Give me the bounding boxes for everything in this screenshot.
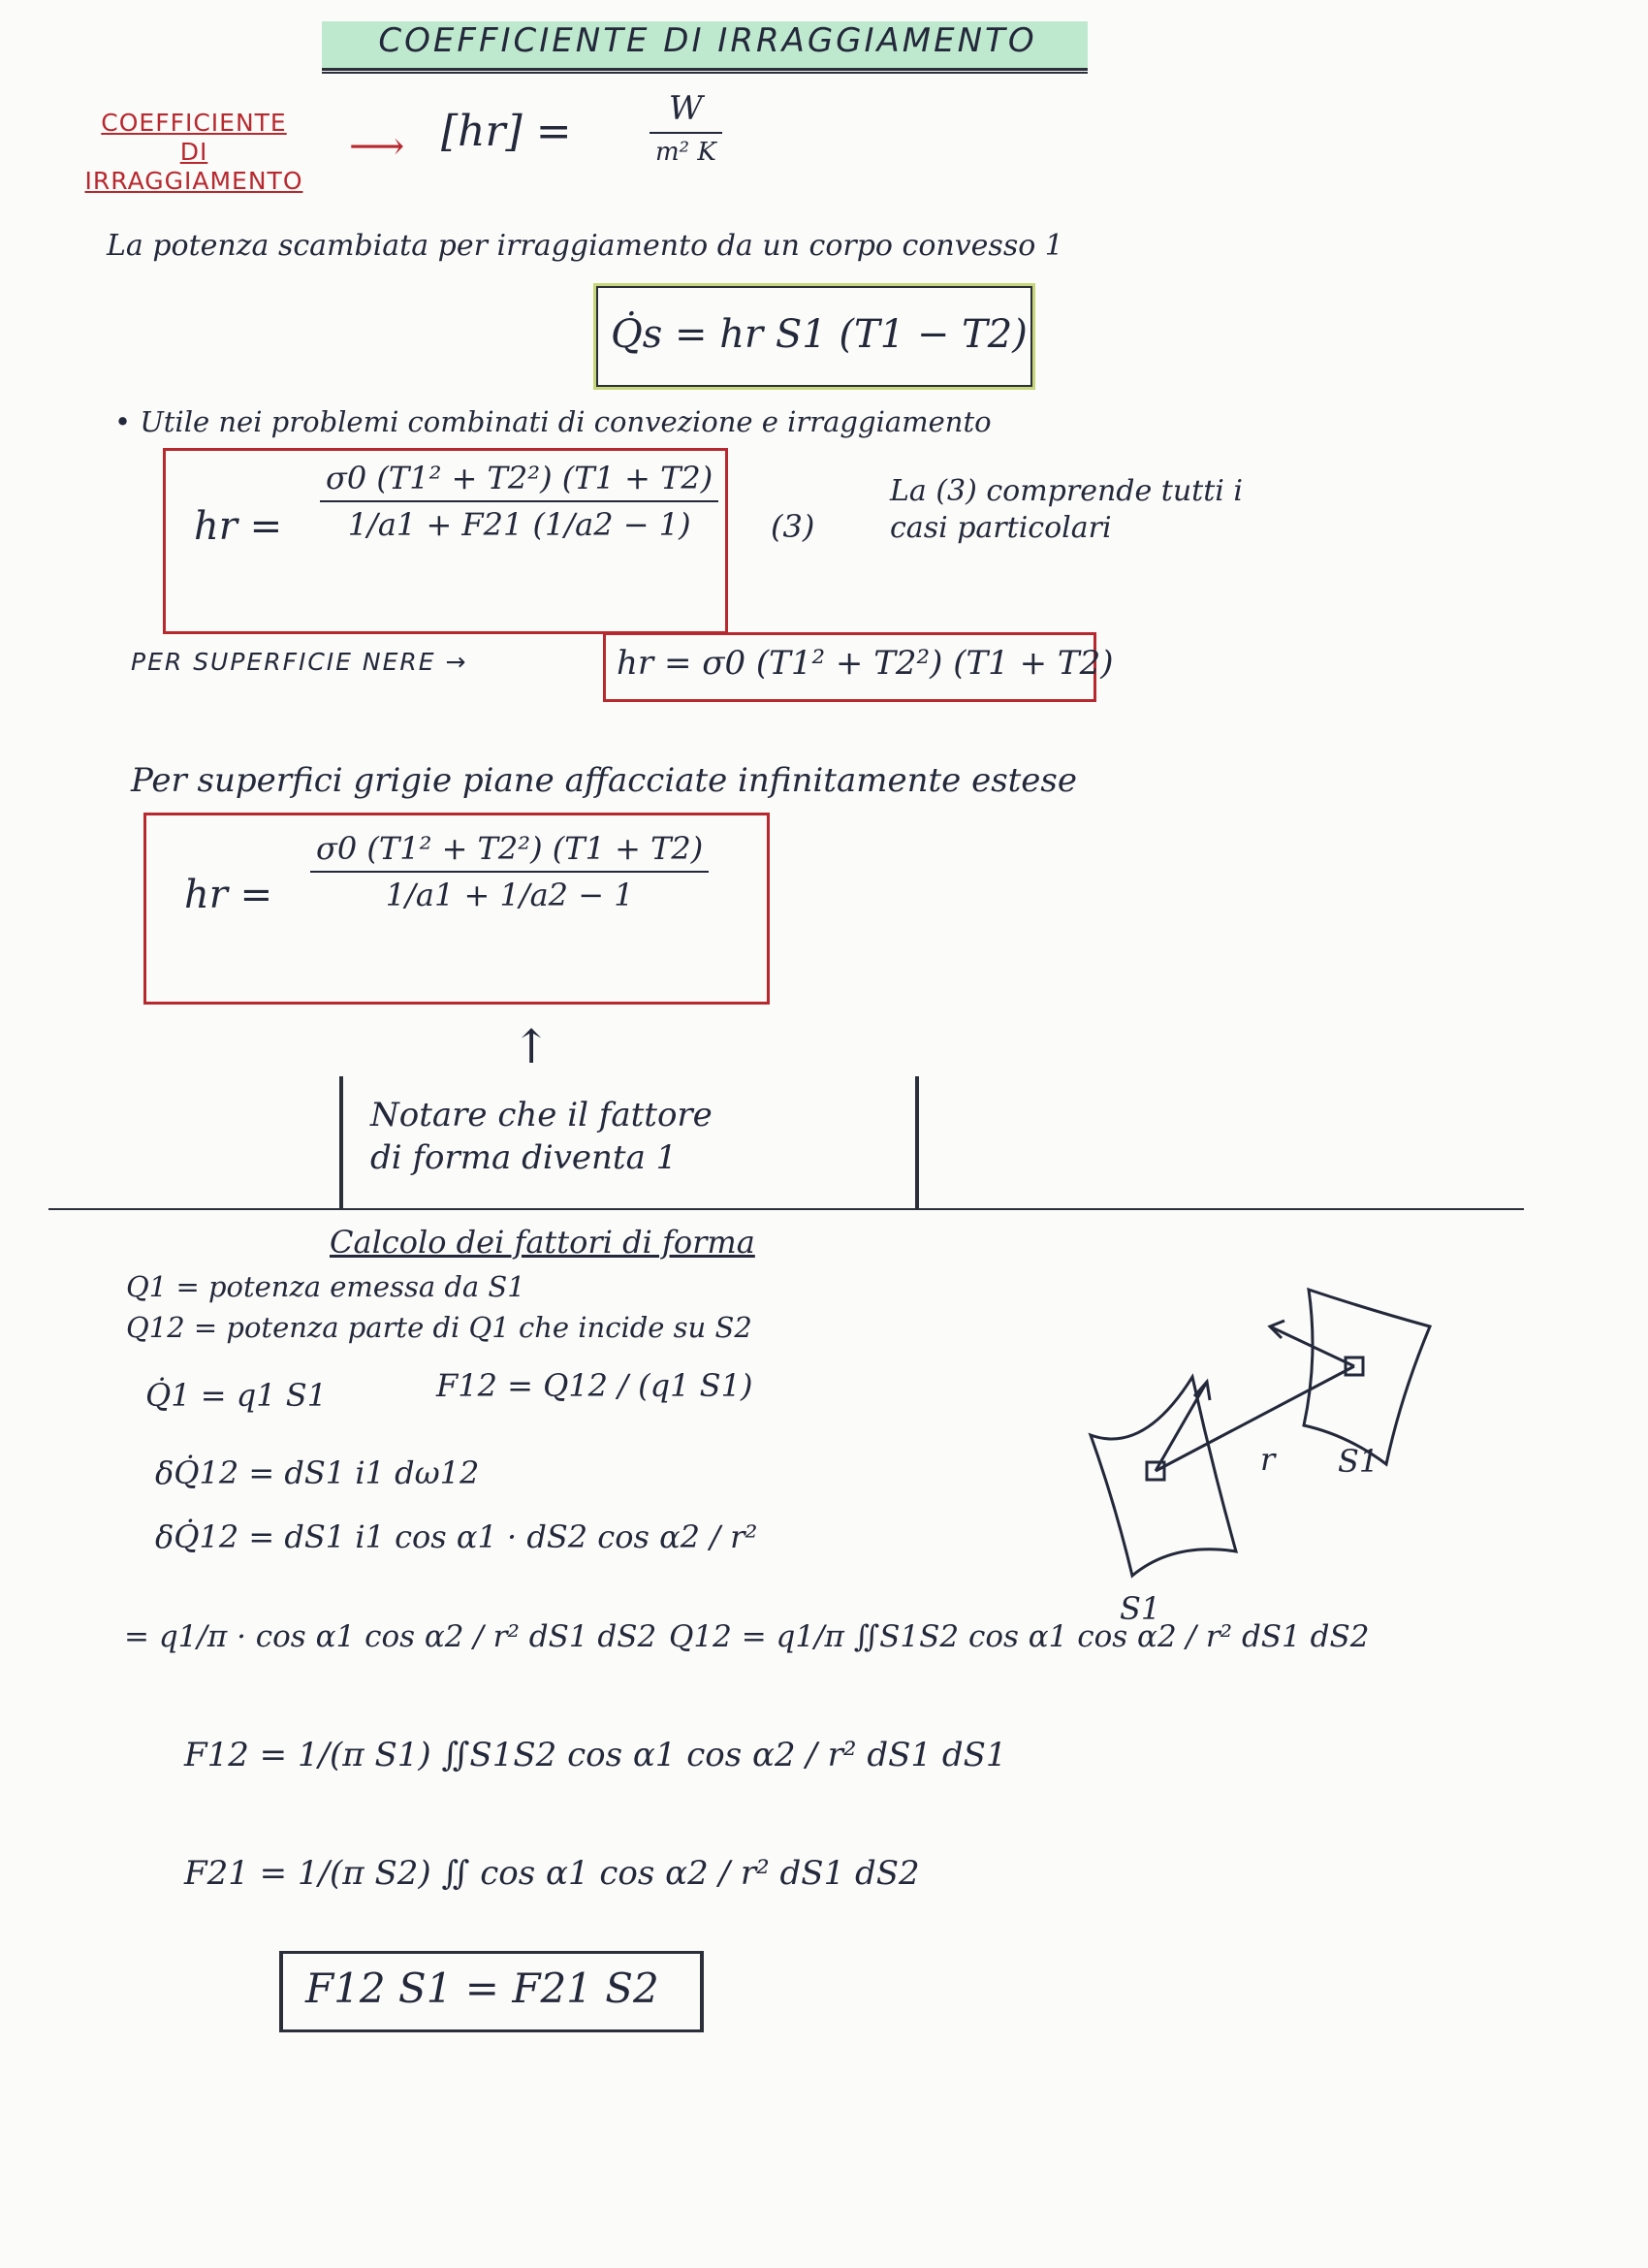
main-formula: Q̇s = hr S1 (T1 − T2) (611, 312, 1028, 357)
q12-integral: Q12 = q1/π ∬S1S2 cos α1 cos α2 / r² dS1 dS2 (669, 1619, 1370, 1654)
hr-general-num: σ0 (T1² + T2²) (T1 + T2) (326, 460, 713, 496)
diagram-label-s1-a: S1 (1120, 1590, 1161, 1627)
hr-general-symbol: hr = (194, 504, 283, 549)
f12-def: F12 = Q12 / (q1 S1) (436, 1367, 753, 1404)
section2-heading: Calcolo dei fattori di forma (330, 1224, 755, 1261)
arrow-right-icon: ⟶ (349, 124, 405, 169)
hr-grey-num: σ0 (T1² + T2²) (T1 + T2) (316, 830, 704, 867)
hr-general-den: 1/a1 + F21 (1/a2 − 1) (347, 506, 691, 543)
note-line-2: di forma diventa 1 (370, 1138, 678, 1177)
surface-s2-shape (1304, 1290, 1430, 1464)
f21-integral: F21 = 1/(π S2) ∬ cos α1 cos α2 / r² dS1 dS2 (184, 1854, 920, 1893)
reciprocity-formula: F12 S1 = F21 S2 (305, 1965, 659, 2012)
note-line-1: Notare che il fattore (370, 1096, 713, 1134)
unit-num: W (668, 89, 703, 128)
grey-planes-intro: Per superfici grigie piane affacciate infinitamente estese (131, 761, 1077, 800)
f12-integral: F12 = 1/(π S1) ∬S1S2 cos α1 cos α2 / r² dS1 dS1 (184, 1736, 1007, 1774)
page-title: COEFFICIENTE DI IRRAGGIAMENTO (378, 21, 1037, 60)
diagram-label-r: r (1260, 1441, 1276, 1478)
intro-text: La potenza scambiata per irraggiamento da un corpo convesso 1 (107, 229, 1063, 263)
dq12-eq-3: = q1/π · cos α1 cos α2 / r² dS1 dS2 (124, 1619, 657, 1654)
arrow-up-icon: ↑ (512, 1020, 552, 1074)
hr-grey-symbol: hr = (184, 873, 273, 917)
useful-note: • Utile nei problemi combinati di convezione e irraggiamento (114, 405, 992, 438)
unit-den: m² K (655, 138, 716, 167)
q1-eq: Q̇1 = q1 S1 (145, 1377, 328, 1414)
coef-label-line-2: DI (179, 138, 208, 166)
black-surface-formula: hr = σ0 (T1² + T2²) (T1 + T2) (617, 644, 1114, 683)
black-surface-label: PER SUPERFICIE NERE → (131, 648, 468, 676)
coef-label-line-3: IRRAGGIAMENTO (84, 167, 303, 195)
hr-grey-den: 1/a1 + 1/a2 − 1 (385, 877, 634, 913)
eq-number: (3) (771, 508, 815, 545)
hr-unit-symbol: [hr] = (441, 107, 572, 156)
q1-definition: Q1 = potenza emessa da S1 (126, 1270, 525, 1303)
diagram-label-s1-b: S1 (1338, 1443, 1379, 1480)
q12-definition: Q12 = potenza parte di Q1 che incide su S2 (126, 1311, 752, 1344)
dq12-eq-2: δQ̇12 = dS1 i1 cos α1 · dS2 cos α2 / r² (155, 1518, 758, 1555)
eq-comment-line-1: La (3) comprende tutti i (890, 474, 1244, 508)
dq12-eq-1: δQ̇12 = dS1 i1 dω12 (155, 1454, 480, 1491)
coef-label-line-1: COEFFICIENTE (101, 109, 287, 137)
eq-comment-line-2: casi particolari (890, 511, 1112, 545)
